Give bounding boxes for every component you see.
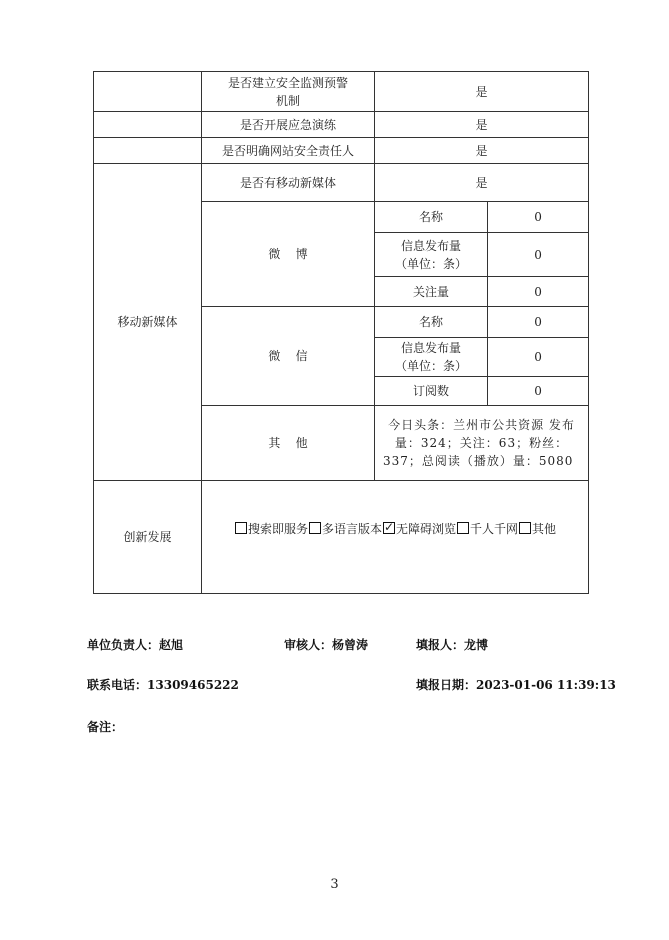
drill-label: 是否开展应急演练 xyxy=(202,112,375,138)
filler-value: 龙博 xyxy=(464,638,489,652)
reviewer-label: 审核人： xyxy=(284,638,333,652)
security-owner-label: 是否明确网站安全责任人 xyxy=(202,138,375,164)
option-label: 搜索即服务 xyxy=(247,522,308,536)
wechat-posts-value: 0 xyxy=(488,338,589,377)
checkbox-icon[interactable] xyxy=(309,522,321,534)
option-label: 千人千网 xyxy=(470,522,519,536)
wechat-sub-value: 0 xyxy=(488,377,589,406)
other-media-text: 今日头条：兰州市公共资源 发布量：324；关注：63；粉丝：337；总阅读（播放）量：5080 xyxy=(375,406,589,481)
unit-responsible xyxy=(87,636,183,653)
wechat-name-label: 名称 xyxy=(375,307,488,338)
unit-responsible-value: 赵旭 xyxy=(159,638,184,652)
fill-date xyxy=(416,676,616,693)
media-section-label: 移动新媒体 xyxy=(94,164,202,481)
weibo-name-value: 0 xyxy=(488,202,589,233)
fill-date-label: 填报日期： xyxy=(416,678,477,692)
weibo-follow-value: 0 xyxy=(488,277,589,307)
contact-phone-value: 13309465222 xyxy=(147,678,239,692)
weibo-posts-label: 信息发布量 （单位：条） xyxy=(375,233,488,277)
table-row xyxy=(94,481,589,594)
contact-phone-label: 联系电话： xyxy=(87,678,148,692)
option-label: 其他 xyxy=(532,522,557,536)
contact-phone xyxy=(87,676,239,693)
unit-responsible-label: 单位负责人： xyxy=(87,638,160,652)
monitoring-label: 是否建立安全监测预警 机制 xyxy=(202,72,375,112)
wechat-posts-label: 信息发布量 （单位：条） xyxy=(375,338,488,377)
weibo-follow-label: 关注量 xyxy=(375,277,488,307)
monitoring-value: 是 xyxy=(375,72,589,112)
reviewer-value: 杨曾涛 xyxy=(332,638,369,652)
filler-label: 填报人： xyxy=(416,638,465,652)
notes-label: 备注： xyxy=(87,720,124,734)
notes xyxy=(87,718,123,735)
table-row xyxy=(94,164,589,202)
weibo-name-label: 名称 xyxy=(375,202,488,233)
drill-value: 是 xyxy=(375,112,589,138)
blank-cell xyxy=(94,138,202,164)
table-row xyxy=(94,112,589,138)
innovation-options xyxy=(202,481,589,594)
table-row xyxy=(94,138,589,164)
checkbox-icon[interactable] xyxy=(235,522,247,534)
innovation-label: 创新发展 xyxy=(94,481,202,594)
blank-cell xyxy=(94,112,202,138)
security-owner-value: 是 xyxy=(375,138,589,164)
report-table xyxy=(93,71,589,594)
table-row xyxy=(94,72,589,112)
option-label: 无障碍浏览 xyxy=(396,522,457,536)
page-number: 3 xyxy=(330,877,339,892)
checkbox-icon[interactable] xyxy=(519,522,531,534)
blank-cell xyxy=(94,72,202,112)
has-media-label: 是否有移动新媒体 xyxy=(202,164,375,202)
option-label: 多语言版本 xyxy=(321,522,382,536)
fill-date-value: 2023-01-06 11:39:13 xyxy=(476,678,616,692)
wechat-name-value: 0 xyxy=(488,307,589,338)
has-media-value: 是 xyxy=(375,164,589,202)
checkbox-icon[interactable] xyxy=(457,522,469,534)
weibo-posts-value: 0 xyxy=(488,233,589,277)
wechat-sub-label: 订阅数 xyxy=(375,377,488,406)
weibo-label: 微 博 xyxy=(202,202,375,307)
reviewer xyxy=(284,636,368,653)
filler xyxy=(416,636,488,653)
checkbox-icon[interactable] xyxy=(383,522,395,534)
wechat-label: 微 信 xyxy=(202,307,375,406)
other-label: 其 他 xyxy=(202,406,375,481)
